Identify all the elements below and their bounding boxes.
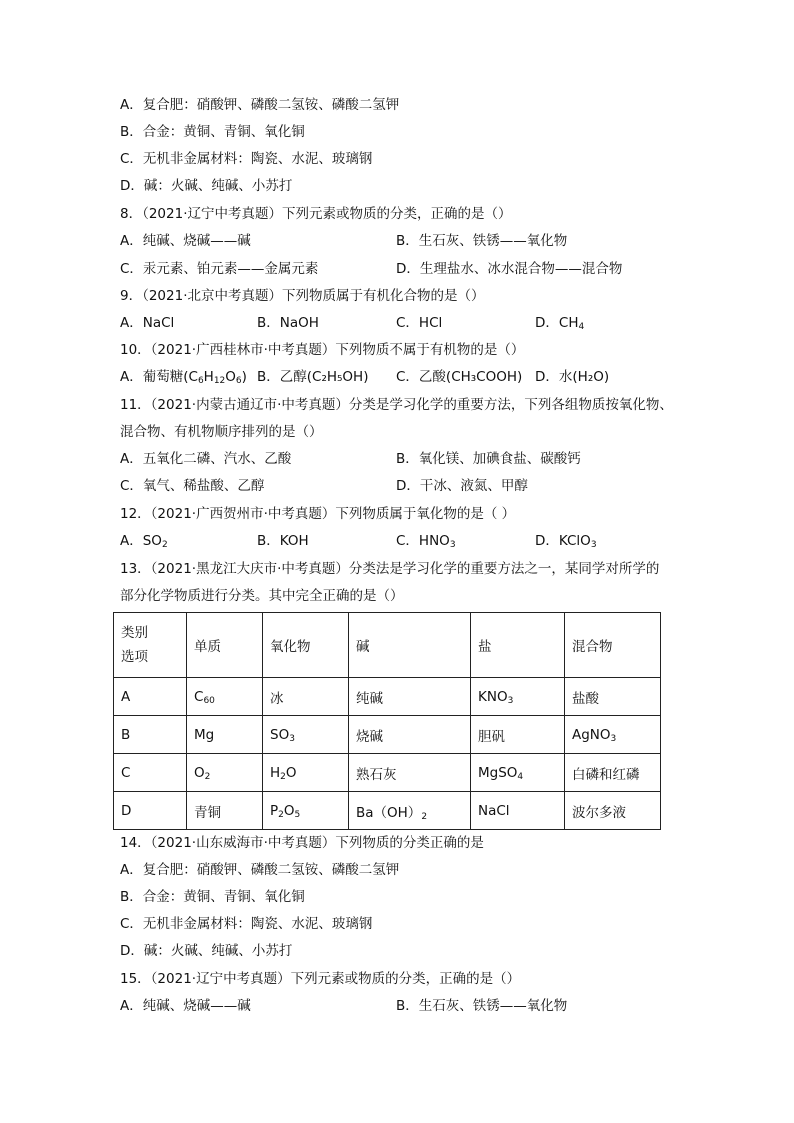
q11-option-d: D．干冰、液氮、甲醇 xyxy=(396,478,528,494)
table-cell: 熟石灰 xyxy=(349,754,471,792)
option-line: A．复合肥：硝酸钾、磷酸二氢铵、磷酸二氢钾 xyxy=(120,97,400,113)
table-cell: $C_{60}$ xyxy=(187,678,263,716)
question-8-stem: 8．（2021·辽宁中考真题）下列元素或物质的分类，正确的是（） xyxy=(120,206,512,222)
q8-option-b: B．生石灰、铁锈——氧化物 xyxy=(396,233,568,249)
question-12-options xyxy=(120,532,680,550)
table-header-cell: 盐 xyxy=(471,613,565,678)
q9-option-a: A．NaCl xyxy=(120,315,175,331)
q15-option-a: A．纯碱、烧碱——碱 xyxy=(120,998,251,1014)
table-row xyxy=(114,716,661,754)
table-cell: MgSO$_4$ xyxy=(471,754,565,792)
q9-option-c: C．HCl xyxy=(396,315,443,331)
q10-option-d: D．水(H₂O) xyxy=(535,369,610,385)
q10-option-a: A．葡萄糖$(C_6H_{12}O_6)$ xyxy=(120,369,247,386)
table-cell: 纯碱 xyxy=(349,678,471,716)
table-cell-option: B xyxy=(114,716,187,754)
question-8-row2 xyxy=(120,260,680,278)
question-11-stem-line2: 混合物、有机物顺序排列的是（） xyxy=(120,424,323,440)
table-cell: $SO_3$ xyxy=(263,716,349,754)
table-cell: 青铜 xyxy=(187,792,263,830)
question-9-options xyxy=(120,314,680,332)
option-line: B．合金：黄铜、青铜、氧化铜 xyxy=(120,124,305,140)
q12-option-b: B．KOH xyxy=(257,533,309,549)
table-cell: 波尔多液 xyxy=(565,792,661,830)
question-11-stem-line1: 11．（2021·内蒙古通辽市·中考真题）分类是学习化学的重要方法，下列各组物质按氧化物、 xyxy=(120,397,673,413)
table-cell: $Ba(OH)_2$ xyxy=(349,792,471,830)
table-cell: 盐酸 xyxy=(565,678,661,716)
q8-option-a: A．纯碱、烧碱——碱 xyxy=(120,233,251,249)
table-row xyxy=(114,678,661,716)
table-cell-option: D xyxy=(114,792,187,830)
table-cell-option: A xyxy=(114,678,187,716)
q14-option-b: B．合金：黄铜、青铜、氧化铜 xyxy=(120,889,305,905)
q10-option-b: B．乙醇(C₂H₅OH) xyxy=(257,369,369,385)
q12-option-c: C．$HNO_3$ xyxy=(396,533,456,550)
question-14-stem: 14．（2021·山东威海市·中考真题）下列物质的分类正确的是 xyxy=(120,835,484,851)
table-cell: AgNO$_3$ xyxy=(565,716,661,754)
q11-option-a: A．五氧化二磷、汽水、乙酸 xyxy=(120,451,292,467)
question-15-stem: 15．（2021·辽宁中考真题）下列元素或物质的分类，正确的是（） xyxy=(120,971,521,987)
question-12-stem: 12．（2021·广西贺州市·中考真题）下列物质属于氧化物的是（ ） xyxy=(120,506,516,522)
table-header-cell: 单质 xyxy=(187,613,263,678)
table-cell: NaCl xyxy=(471,792,565,830)
q14-option-a: A．复合肥：硝酸钾、磷酸二氢铵、磷酸二氢钾 xyxy=(120,862,400,878)
question-11-row2 xyxy=(120,477,680,495)
question-10-options xyxy=(120,368,680,386)
question-9-stem: 9．（2021·北京中考真题）下列物质属于有机化合物的是（） xyxy=(120,288,485,304)
table-cell: $O_2$ xyxy=(187,754,263,792)
question-15-row1 xyxy=(120,997,680,1015)
question-8-row1 xyxy=(120,232,680,250)
table-row xyxy=(114,792,661,830)
q9-option-b: B．NaOH xyxy=(257,315,319,331)
table-header-cell: 碱 xyxy=(349,613,471,678)
q8-option-d: D．生理盐水、冰水混合物——混合物 xyxy=(396,261,623,277)
table-header-cell: 氧化物 xyxy=(263,613,349,678)
q12-option-a: A．$SO_2$ xyxy=(120,533,168,550)
table-cell-option: C xyxy=(114,754,187,792)
question-11-row1 xyxy=(120,450,680,468)
classification-table xyxy=(113,612,661,830)
q8-option-c: C．汞元素、铂元素——金属元素 xyxy=(120,261,319,277)
q11-option-b: B．氧化镁、加碘食盐、碳酸钙 xyxy=(396,451,581,467)
q9-option-d: D．$CH_4$ xyxy=(535,315,585,332)
q15-option-b: B．生石灰、铁锈——氧化物 xyxy=(396,998,568,1014)
q10-option-c: C．乙酸(CH₃COOH) xyxy=(396,369,523,385)
table-row xyxy=(114,754,661,792)
table-cell: 烧碱 xyxy=(349,716,471,754)
question-13-stem-line1: 13．（2021·黑龙江大庆市·中考真题）分类法是学习化学的重要方法之一，某同学对所学的 xyxy=(120,561,660,577)
table-header-cell: 混合物 xyxy=(565,613,661,678)
table-header-corner: 类别 选项 xyxy=(114,613,187,678)
q12-option-d: D．KClO$_3$ xyxy=(535,533,597,550)
q14-option-c: C．无机非金属材料：陶瓷、水泥、玻璃钢 xyxy=(120,916,373,932)
table-cell: $P_2O_5$ xyxy=(263,792,349,830)
option-line: D．碱：火碱、纯碱、小苏打 xyxy=(120,178,293,194)
table-cell: 胆矾 xyxy=(471,716,565,754)
q14-option-d: D．碱：火碱、纯碱、小苏打 xyxy=(120,943,293,959)
table-cell: $KNO_3$ xyxy=(471,678,565,716)
option-line: C．无机非金属材料：陶瓷、水泥、玻璃钢 xyxy=(120,151,373,167)
question-13-stem-line2: 部分化学物质进行分类。其中完全正确的是（） xyxy=(120,588,404,604)
table-cell: 冰 xyxy=(263,678,349,716)
table-cell: $H_2O$ xyxy=(263,754,349,792)
question-10-stem: 10．（2021·广西桂林市·中考真题）下列物质不属于有机物的是（） xyxy=(120,342,525,358)
q11-option-c: C．氧气、稀盐酸、乙醇 xyxy=(120,478,265,494)
table-cell: 白磷和红磷 xyxy=(565,754,661,792)
table-cell: Mg xyxy=(187,716,263,754)
table-header-row xyxy=(114,613,661,678)
